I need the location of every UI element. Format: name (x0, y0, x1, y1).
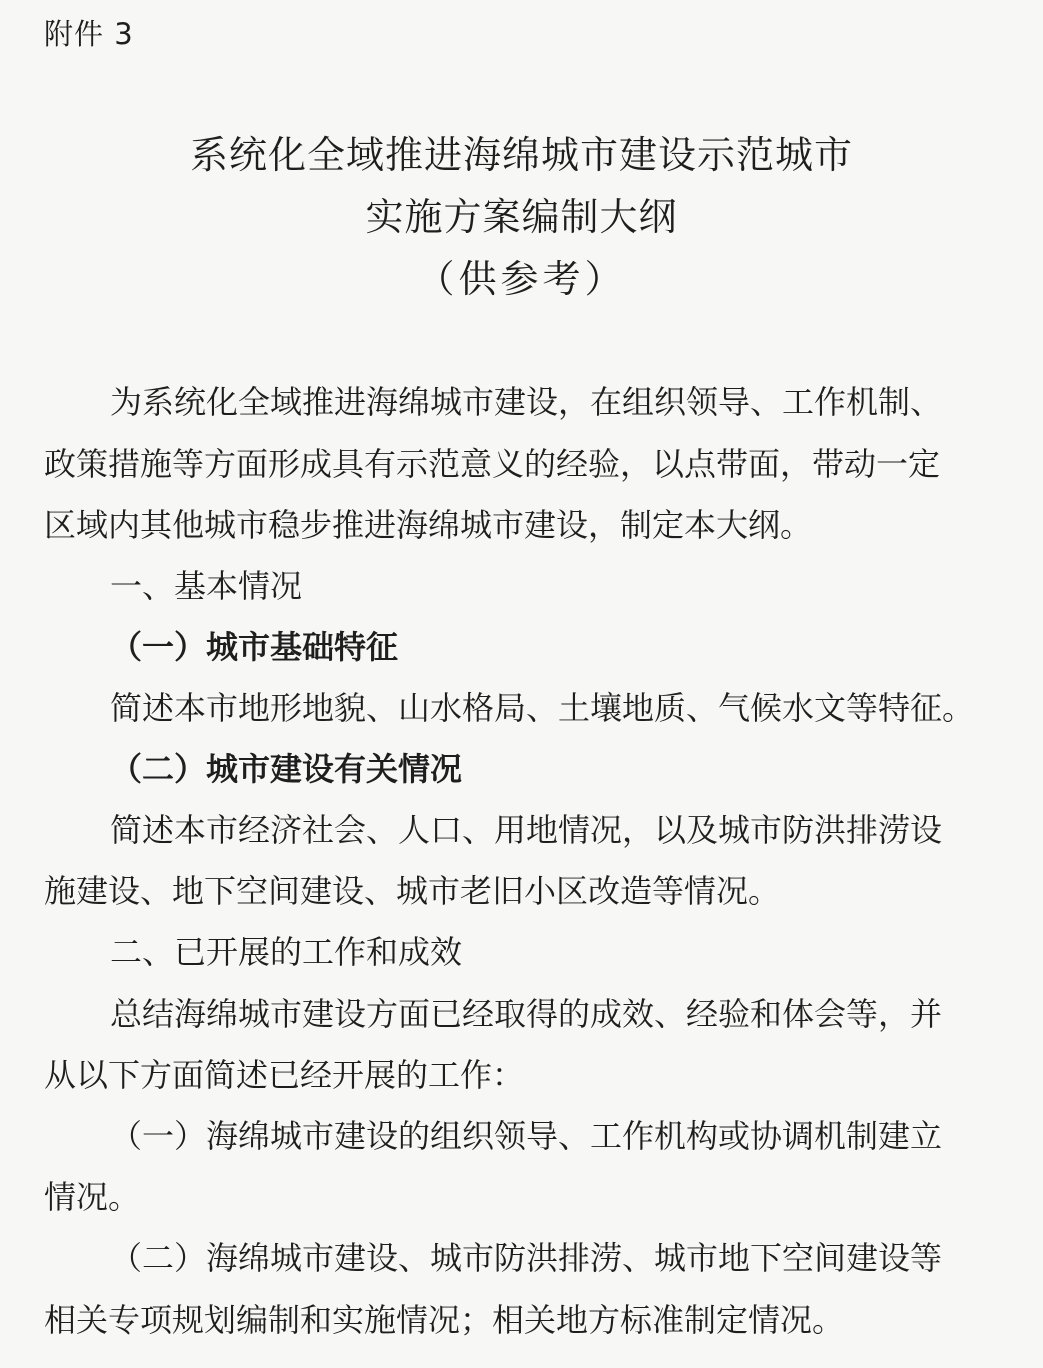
section-1-sub-2-text-line-2: 施建设、地下空间建设、城市老旧小区改造等情况。 (44, 872, 781, 910)
document-title-line-2: 实施方案编制大纲 (365, 195, 678, 239)
section-2-item-1-line-2: 情况。 (44, 1178, 141, 1216)
intro-paragraph-line-2: 政策措施等方面形成具有示范意义的经验，以点带面，带动一定 (44, 445, 941, 483)
section-1-sub-2-heading: （二）城市建设有关情况 (110, 750, 463, 788)
section-1-sub-2-text-line-1: 简述本市经济社会、人口、用地情况，以及城市防洪排涝设 (110, 811, 943, 849)
section-2-heading: 二、已开展的工作和成效 (110, 933, 463, 971)
intro-paragraph-line-3: 区域内其他城市稳步推进海绵城市建设，制定本大纲。 (44, 506, 813, 544)
section-2-intro-line-2: 从以下方面简述已经开展的工作： (44, 1056, 525, 1094)
intro-paragraph-line-1: 为系统化全域推进海绵城市建设，在组织领导、工作机制、 (110, 383, 943, 421)
document-title-line-1: 系统化全域推进海绵城市建设示范城市 (189, 133, 853, 177)
section-1-sub-1-heading: （一）城市基础特征 (110, 628, 399, 666)
section-2-item-2-line-2: 相关专项规划编制和实施情况；相关地方标准制定情况。 (44, 1301, 845, 1339)
attachment-label: 附件 3 (44, 17, 134, 51)
section-2-item-2-line-1: （二）海绵城市建设、城市防洪排涝、城市地下空间建设等 (110, 1239, 943, 1277)
section-1-sub-1-text: 简述本市地形地貌、山水格局、土壤地质、气候水文等特征。 (110, 689, 975, 727)
document-title-note: （供参考） (416, 257, 627, 301)
section-1-heading: 一、基本情况 (110, 567, 303, 605)
section-2-item-1-line-1: （一）海绵城市建设的组织领导、工作机构或协调机制建立 (110, 1117, 943, 1155)
section-2-intro-line-1: 总结海绵城市建设方面已经取得的成效、经验和体会等，并 (110, 995, 943, 1033)
